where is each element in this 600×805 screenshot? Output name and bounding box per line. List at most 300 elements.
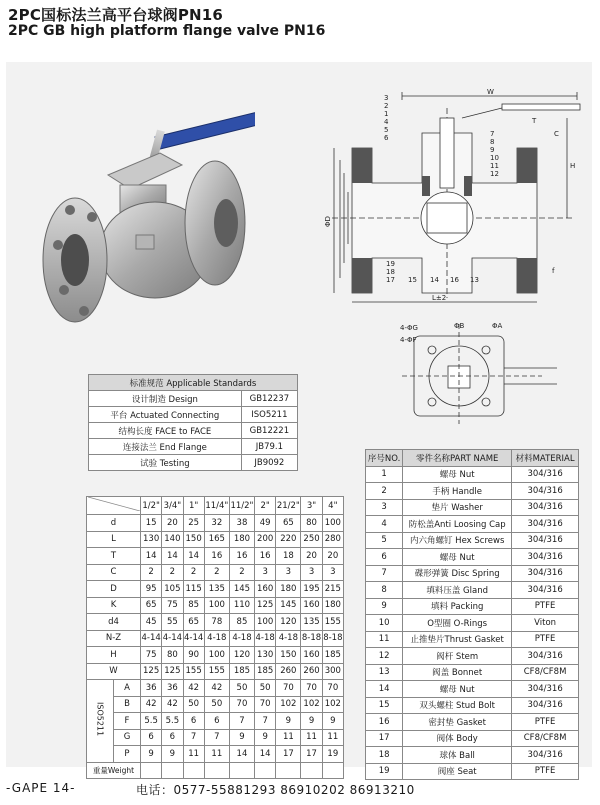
part-name: 垫片 Washer [403,499,512,516]
parts-table [365,449,579,780]
dim-value: 4-14 [183,630,204,647]
dim-value: 180 [276,581,301,598]
part-material: CF8/CF8M [512,664,579,681]
dim-value: 17 [276,746,301,763]
dim-value: 2 [229,564,254,581]
table-row [87,729,344,746]
part-no: 6 [366,549,403,566]
dim-key: W [87,663,141,680]
table-row [366,483,579,500]
dim-value: 3 [255,564,276,581]
dim-value: 115 [183,581,204,598]
dim-value: 102 [276,696,301,713]
dim-value: 20 [322,548,343,565]
balloon-12: 12 [490,170,499,178]
part-name: 止推垫片Thrust Gasket [403,631,512,648]
dim-value: 130 [255,647,276,664]
size-header: 3" [301,497,322,515]
dim-value: 2 [141,564,162,581]
parts-header-material: 材料MATERIAL [512,450,579,467]
balloon-9: 9 [490,146,495,154]
part-name: 螺母 Nut [403,466,512,483]
sectional-drawing [322,88,584,306]
dim-key: N-Z [87,630,141,647]
balloon-2: 2 [384,102,389,110]
dim-key: F [114,713,141,730]
table-row [87,548,344,565]
dimensions-table [86,496,344,779]
dim-value: 155 [322,614,343,631]
dim-value: 7 [183,729,204,746]
page-number: -GAPE 14- [6,781,76,795]
standards-table [88,374,298,471]
dim-key: K [87,597,141,614]
size-header: 2" [255,497,276,515]
table-row: 结构长度 FACE to FACE GB12221 [89,423,298,439]
dim-value: 14 [255,746,276,763]
part-no: 7 [366,565,403,582]
dim-value: 14 [183,548,204,565]
part-material: 304/316 [512,681,579,698]
dim-value: 50 [183,696,204,713]
part-name: 填料 Packing [403,598,512,615]
dim-value: 85 [183,597,204,614]
part-name: 阀座 Seat [403,763,512,780]
balloon-16: 16 [450,276,459,284]
standards-header: 标准规范 Applicable Standards [89,375,298,391]
dim-value: 4-18 [276,630,301,647]
parts-header-no: 序号NO. [366,450,403,467]
dim-value: 135 [204,581,229,598]
weight-label: 重量Weight [87,762,141,779]
dim-value: 42 [162,696,183,713]
balloon-3: 3 [384,94,389,102]
parts-header-name: 零件名称PART NAME [403,450,512,467]
part-name: 螺母 Nut [403,681,512,698]
dim-key: T [87,548,141,565]
part-no: 16 [366,714,403,731]
dim-value: 70 [229,696,254,713]
dim-l-label: L±2 [432,294,447,302]
dim-value: 17 [301,746,322,763]
table-row [87,746,344,763]
balloon-4: 4 [384,118,389,126]
dim-value: 36 [141,680,162,697]
balloon-19: 19 [386,260,395,268]
table-row [366,532,579,549]
dim-value: 125 [255,597,276,614]
dim-value: 160 [255,581,276,598]
dim-value: 150 [276,647,301,664]
top-view-drawing [392,316,572,426]
dim-value: 110 [229,597,254,614]
dim-value: 11 [183,746,204,763]
size-header: 1/2" [141,497,162,515]
dim-value: 65 [276,515,301,532]
part-no: 18 [366,747,403,764]
part-no: 5 [366,532,403,549]
dim-value: 2 [162,564,183,581]
phone-numbers: 电话：0577-55881293 86910202 86913210 [136,783,415,797]
dim-value: 260 [276,663,301,680]
dim-value: 14 [229,746,254,763]
dim-value: 5.5 [162,713,183,730]
part-no: 9 [366,598,403,615]
part-material: 304/316 [512,516,579,533]
dim-f-label: f [552,267,555,275]
valve-photo [40,85,255,330]
dim-c-label: C [554,130,559,138]
weight-value [255,762,276,779]
dim-value: 185 [255,663,276,680]
part-material: 304/316 [512,466,579,483]
dim-value: 100 [322,515,343,532]
dim-value: 7 [229,713,254,730]
dim-value: 36 [162,680,183,697]
part-material: PTFE [512,631,579,648]
dim-value: 4-18 [229,630,254,647]
dim-value: 50 [255,680,276,697]
dim-value: 9 [162,746,183,763]
dim-value: 75 [141,647,162,664]
dim-value: 120 [276,614,301,631]
dim-value: 130 [141,531,162,548]
dim-value: 165 [204,531,229,548]
table-row: 连接法兰 End Flange JB79.1 [89,439,298,455]
dim-value: 9 [301,713,322,730]
part-name: 螺母 Nut [403,549,512,566]
part-no: 11 [366,631,403,648]
dim-key: d4 [87,614,141,631]
iso-label-text: ISO5211 [95,702,105,737]
dim-value: 100 [255,614,276,631]
part-no: 8 [366,582,403,599]
table-row [366,763,579,780]
dim-value: 42 [183,680,204,697]
dim-value: 8-18 [322,630,343,647]
dim-key: d [87,515,141,532]
dim-h-label: H [570,162,576,170]
table-row: 平台 Actuated Connecting ISO5211 [89,407,298,423]
dim-value: 145 [229,581,254,598]
dim-value: 90 [183,647,204,664]
dim-value: 180 [322,597,343,614]
part-material: 304/316 [512,747,579,764]
dim-value: 4-18 [204,630,229,647]
dim-value: 9 [229,729,254,746]
table-row [87,630,344,647]
part-no: 13 [366,664,403,681]
table-row [366,730,579,747]
table-row [87,515,344,532]
dim-value: 15 [141,515,162,532]
balloon-1: 1 [384,110,389,118]
part-no: 3 [366,499,403,516]
dim-f-holes-label: 4-ΦF [400,336,417,344]
table-row [366,681,579,698]
part-name: 阀体 Body [403,730,512,747]
dim-value: 18 [276,548,301,565]
balloon-17: 17 [386,276,395,284]
part-name: 双头螺柱 Stud Bolt [403,697,512,714]
dim-value: 11 [301,729,322,746]
page-title-english: 2PC GB high platform flange valve PN16 [8,23,326,39]
table-row [366,631,579,648]
part-material: 304/316 [512,549,579,566]
dim-value: 16 [204,548,229,565]
weight-value [229,762,254,779]
dim-value: 65 [141,597,162,614]
dim-d-label: ΦD [324,216,332,227]
table-row [366,714,579,731]
dim-t-label: T [532,117,537,125]
part-no: 17 [366,730,403,747]
table-row [87,531,344,548]
dim-value: 80 [301,515,322,532]
dim-value: 185 [229,663,254,680]
table-row [366,615,579,632]
page-title-chinese: 2PC国标法兰高平台球阀PN16 [8,6,224,24]
size-header: 4" [322,497,343,515]
balloon-13: 13 [470,276,479,284]
table-row [366,565,579,582]
dim-value: 6 [141,729,162,746]
table-row [366,697,579,714]
dim-value: 120 [229,647,254,664]
iso-group-label [87,680,114,763]
dim-value: 42 [204,680,229,697]
dim-value: 6 [162,729,183,746]
dim-key: H [87,647,141,664]
dim-value: 180 [229,531,254,548]
dim-value: 20 [162,515,183,532]
weight-value [162,762,183,779]
dim-key: G [114,729,141,746]
dim-value: 145 [276,597,301,614]
part-name: 密封垫 Gasket [403,714,512,731]
part-material: Viton [512,615,579,632]
dim-value: 4-18 [255,630,276,647]
table-row [87,647,344,664]
dim-value: 185 [322,647,343,664]
part-material: 304/316 [512,499,579,516]
table-row: 设计制造 Design GB12237 [89,391,298,407]
balloon-6: 6 [384,134,389,142]
table-row [366,516,579,533]
dim-value: 135 [301,614,322,631]
dim-value: 70 [276,680,301,697]
part-no: 10 [366,615,403,632]
dim-value: 38 [229,515,254,532]
dim-key: L [87,531,141,548]
dim-value: 250 [301,531,322,548]
table-row [87,696,344,713]
part-no: 1 [366,466,403,483]
weight-value [183,762,204,779]
dim-key: D [87,581,141,598]
dim-value: 55 [162,614,183,631]
dim-value: 50 [229,680,254,697]
dim-value: 9 [322,713,343,730]
balloon-8: 8 [490,138,495,146]
part-material: 304/316 [512,532,579,549]
table-row [366,747,579,764]
dim-value: 6 [204,713,229,730]
dim-value: 140 [162,531,183,548]
dims-corner-cell [87,497,141,515]
weight-value [322,762,343,779]
weight-value [276,762,301,779]
diagonal-divider [88,497,140,511]
part-material: 304/316 [512,565,579,582]
dim-value: 155 [183,663,204,680]
dim-value: 4-14 [141,630,162,647]
dim-value: 16 [255,548,276,565]
table-row [366,598,579,615]
dim-value: 125 [141,663,162,680]
part-no: 19 [366,763,403,780]
dim-key: A [114,680,141,697]
dim-value: 19 [322,746,343,763]
dim-value: 9 [141,746,162,763]
dim-value: 220 [276,531,301,548]
part-no: 15 [366,697,403,714]
size-header: 11/4" [204,497,229,515]
dim-value: 100 [204,647,229,664]
dim-value: 11 [204,746,229,763]
part-material: PTFE [512,714,579,731]
part-material: 304/316 [512,648,579,665]
dim-value: 195 [301,581,322,598]
dim-value: 42 [141,696,162,713]
dim-value: 260 [301,663,322,680]
part-name: 阀杆 Stem [403,648,512,665]
part-no: 14 [366,681,403,698]
dim-value: 9 [255,729,276,746]
dim-w-label: W [487,88,494,96]
dim-value: 50 [204,696,229,713]
balloon-15: 15 [408,276,417,284]
size-header: 11/2" [229,497,254,515]
size-header: 21/2" [276,497,301,515]
dim-value: 70 [301,680,322,697]
dim-key: B [114,696,141,713]
dim-value: 20 [301,548,322,565]
dim-value: 95 [141,581,162,598]
weight-row [87,762,344,779]
part-material: 304/316 [512,697,579,714]
table-row [87,614,344,631]
dim-value: 300 [322,663,343,680]
dim-value: 9 [276,713,301,730]
dim-value: 75 [162,597,183,614]
weight-value [301,762,322,779]
dim-key: C [87,564,141,581]
dim-value: 150 [183,531,204,548]
dim-value: 5.5 [141,713,162,730]
dim-value: 6 [183,713,204,730]
table-row [87,713,344,730]
dim-value: 8-18 [301,630,322,647]
dim-value: 105 [162,581,183,598]
dim-value: 100 [204,597,229,614]
dim-value: 200 [255,531,276,548]
part-name: 内六角螺钉 Hex Screws [403,532,512,549]
part-no: 4 [366,516,403,533]
dim-value: 280 [322,531,343,548]
dim-value: 70 [255,696,276,713]
dim-value: 45 [141,614,162,631]
table-row [366,664,579,681]
dim-value: 102 [322,696,343,713]
part-material: PTFE [512,598,579,615]
dim-b-label: ΦB [454,322,465,330]
size-header: 1" [183,497,204,515]
dim-value: 11 [276,729,301,746]
part-material: 304/316 [512,582,579,599]
part-name: 阀盖 Bonnet [403,664,512,681]
dim-value: 155 [204,663,229,680]
dim-value: 160 [301,647,322,664]
size-header: 3/4" [162,497,183,515]
dim-key: P [114,746,141,763]
dim-a-label: ΦA [492,322,503,330]
dim-value: 2 [204,564,229,581]
part-no: 12 [366,648,403,665]
table-row [87,663,344,680]
table-row [87,680,344,697]
balloon-5: 5 [384,126,389,134]
balloon-14: 14 [430,276,439,284]
part-name: 手柄 Handle [403,483,512,500]
balloon-7: 7 [490,130,495,138]
dim-value: 85 [229,614,254,631]
part-material: PTFE [512,763,579,780]
balloon-18: 18 [386,268,395,276]
table-row [366,648,579,665]
dim-value: 11 [322,729,343,746]
dim-value: 70 [322,680,343,697]
part-name: 碟形弹簧 Disc Spring [403,565,512,582]
balloon-11: 11 [490,162,499,170]
dim-value: 160 [301,597,322,614]
table-row [87,564,344,581]
dim-value: 125 [162,663,183,680]
dim-value: 2 [183,564,204,581]
dim-value: 3 [301,564,322,581]
part-no: 2 [366,483,403,500]
table-row [366,499,579,516]
part-name: 球体 Ball [403,747,512,764]
dim-value: 4-14 [162,630,183,647]
table-row [366,466,579,483]
part-name: 防松盖Anti Loosing Cap [403,516,512,533]
dim-value: 78 [204,614,229,631]
part-material: 304/316 [512,483,579,500]
part-name: O型圈 O-Rings [403,615,512,632]
dim-value: 80 [162,647,183,664]
dim-value: 25 [183,515,204,532]
weight-value [141,762,162,779]
table-row: 试验 Testing JB9092 [89,455,298,471]
part-name: 填料压盖 Gland [403,582,512,599]
dim-value: 7 [204,729,229,746]
table-row [366,582,579,599]
dim-value: 14 [141,548,162,565]
balloon-10: 10 [490,154,499,162]
dim-value: 215 [322,581,343,598]
table-row [87,581,344,598]
